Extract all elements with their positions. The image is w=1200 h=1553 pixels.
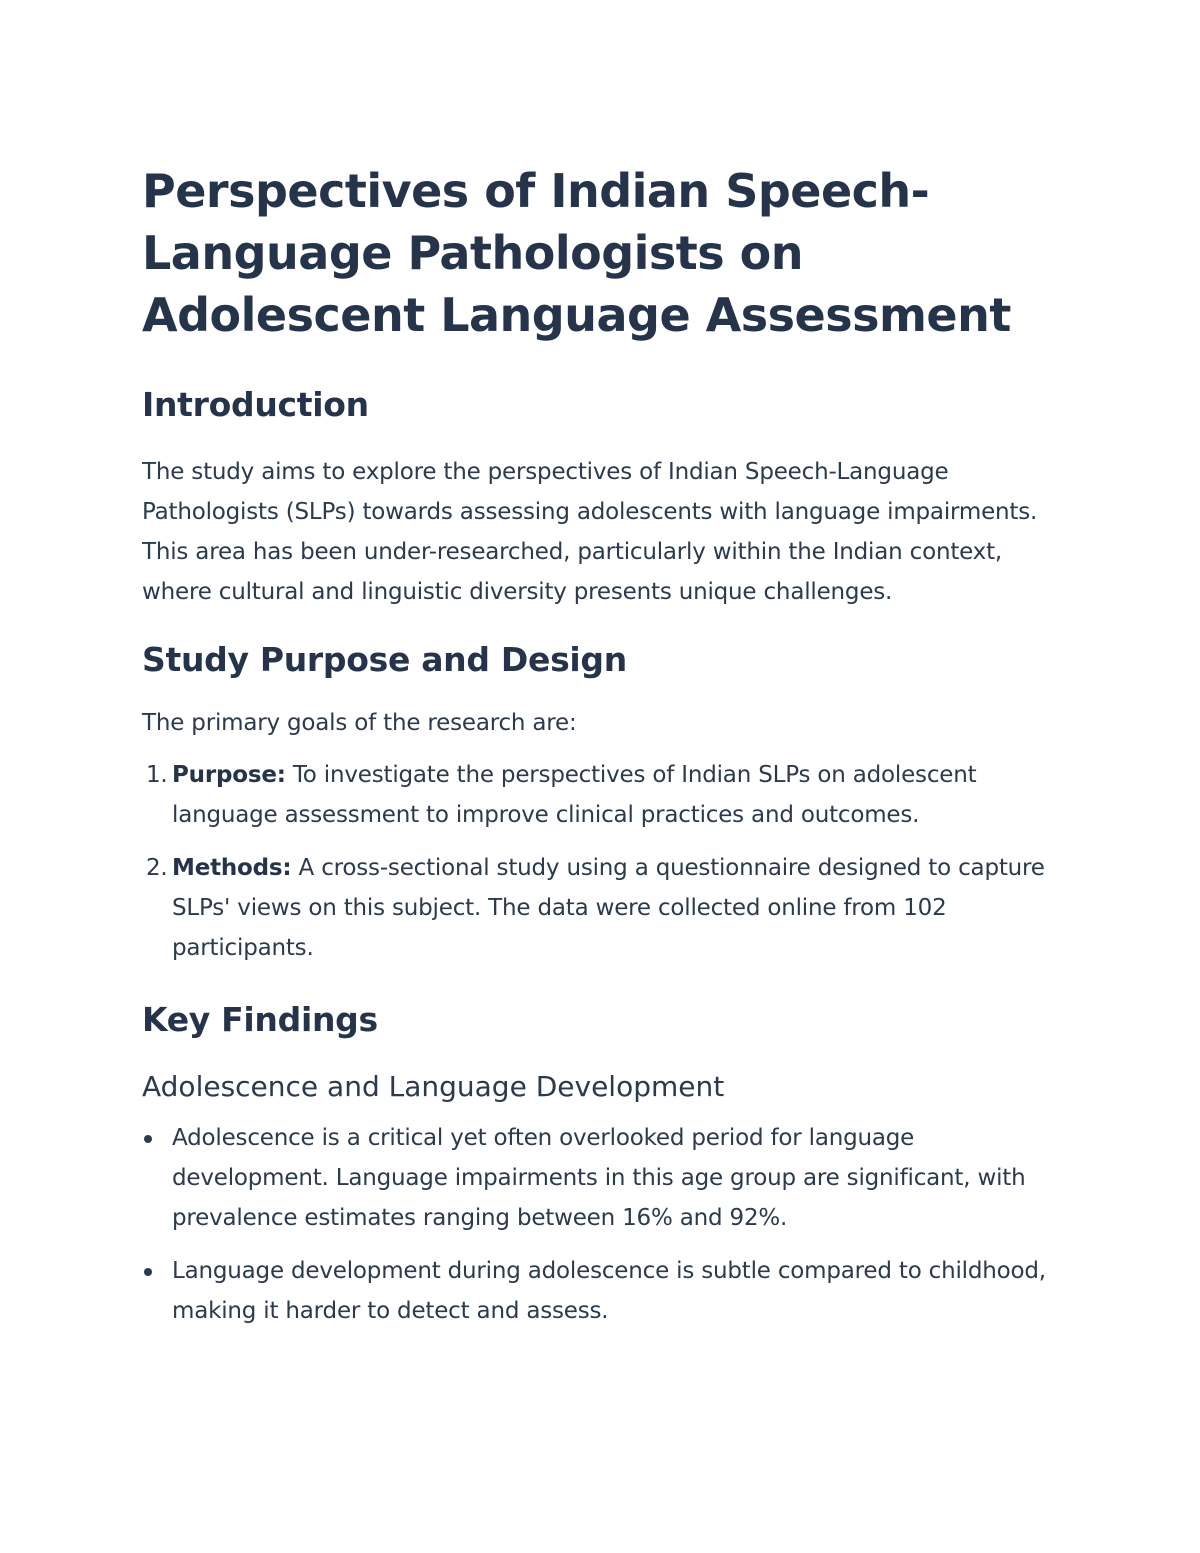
goal-item-purpose <box>142 755 1057 835</box>
bullet-icon <box>144 1268 152 1276</box>
finding-item <box>142 1251 1057 1331</box>
document-page <box>142 160 1057 1331</box>
finding-text: Adolescence is a critical yet often overlooked period for language development. Language impairments in this age group are significant, with prevalence estimates ranging between 16% and 92%. <box>172 1125 1026 1231</box>
study-lead-text: The primary goals of the research are: <box>142 710 577 736</box>
findings-subheading: Adolescence and Language Development <box>142 1070 725 1103</box>
goals-list <box>142 755 1057 968</box>
finding-item <box>142 1118 1057 1238</box>
bullet-icon <box>144 1135 152 1143</box>
findings-list <box>142 1118 1057 1331</box>
finding-text: Language development during adolescence is subtle compared to childhood, making it harder to detect and assess. <box>172 1258 1046 1324</box>
goal-label: Methods: <box>172 855 292 881</box>
goal-number: 1. <box>146 762 168 788</box>
findings-heading: Key Findings <box>142 1000 378 1039</box>
goal-number: 2. <box>146 855 168 881</box>
page-title: Perspectives of Indian Speech-Language Pathologists on Adolescent Language Assessment <box>142 164 1011 342</box>
goal-text: To investigate the perspectives of Indian SLPs on adolescent language assessment to improve clinical practices and outcomes. <box>172 762 977 828</box>
study-heading: Study Purpose and Design <box>142 640 627 679</box>
goal-label: Purpose: <box>172 762 286 788</box>
goal-text: A cross-sectional study using a questionnaire designed to capture SLPs' views on this subject. The data were collected online from 102 participants. <box>172 855 1045 961</box>
introduction-heading: Introduction <box>142 385 369 424</box>
introduction-paragraph: The study aims to explore the perspectives of Indian Speech-Language Pathologists (SLPs) towards assessing adolescents with language impairments. This area has been under-researched, particularly within the Indian context, where cultural and linguistic diversity presents unique challenges. <box>142 459 1038 605</box>
goal-item-methods <box>142 848 1057 968</box>
